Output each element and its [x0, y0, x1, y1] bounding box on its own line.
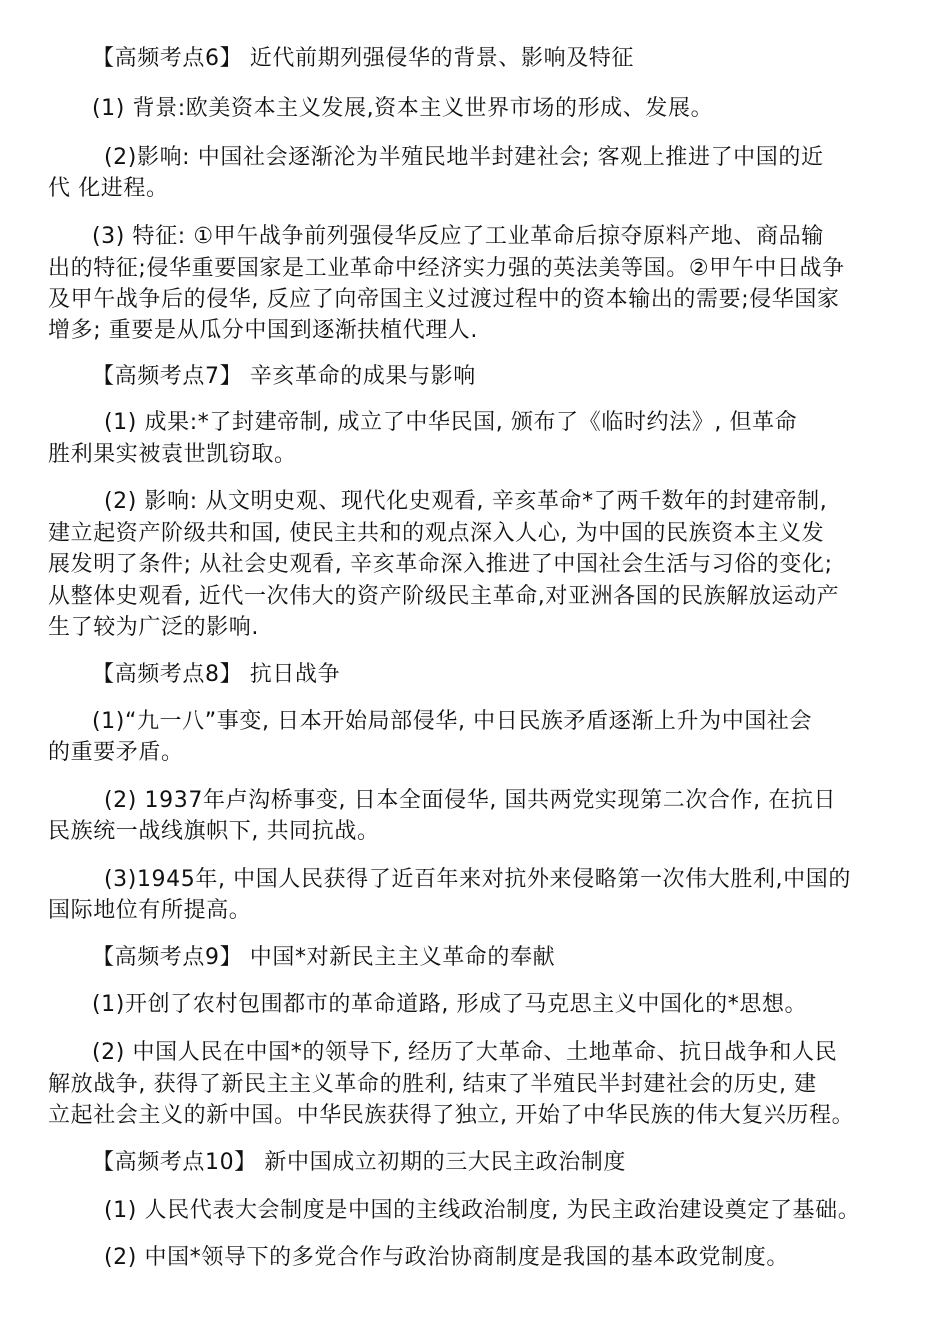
paragraph-line: 生了较为广泛的影响. — [48, 615, 259, 640]
paragraph-line: 展发明了条件; 从社会史观看, 辛亥革命深入推进了中国社会生活与习俗的变化; — [48, 552, 833, 577]
paragraph-line: 出的特征;侵华重要国家是工业革命中经济实力强的英法美等国。②甲午中日战争 — [48, 256, 845, 281]
paragraph-line: (1) 成果:*了封建帝制, 成立了中华民国, 颁布了《临时约法》, 但革命 — [104, 410, 798, 435]
paragraph-line: 立起社会主义的新中国。中华民族获得了独立, 开始了中华民族的伟大复兴历程。 — [48, 1103, 855, 1128]
section-heading: 【高频考点7】 辛亥革命的成果与影响 — [92, 364, 476, 389]
paragraph-line: 解放战争, 获得了新民主主义革命的胜利, 结束了半殖民半封建社会的历史, 建 — [48, 1072, 817, 1097]
paragraph-line: (2) 中国人民在中国*的领导下, 经历了大革命、土地革命、抗日战争和人民 — [92, 1040, 838, 1065]
paragraph-line: (2)影响: 中国社会逐渐沦为半殖民地半封建社会; 客观上推进了中国的近 — [104, 145, 824, 170]
paragraph-line: (2) 1937年卢沟桥事变, 日本全面侵华, 国共两党实现第二次合作, 在抗日 — [104, 788, 837, 813]
paragraph-line: 代 化进程。 — [48, 176, 169, 201]
paragraph-line: (3)1945年, 中国人民获得了近百年来对抗外来侵略第一次伟大胜利,中国的 — [104, 867, 851, 892]
section-heading: 【高频考点9】 中国*对新民主主义革命的奉献 — [92, 945, 556, 970]
paragraph-line: (1) 人民代表大会制度是中国的主线政治制度, 为民主政治建设奠定了基础。 — [104, 1198, 861, 1223]
section-heading: 【高频考点10】 新中国成立初期的三大民主政治制度 — [92, 1150, 626, 1175]
paragraph-line: 胜利果实被袁世凯窃取。 — [48, 442, 297, 467]
paragraph-line: 从整体史观看, 近代一次伟大的资产阶级民主革命,对亚洲各国的民族解放运动产 — [48, 584, 840, 609]
paragraph-line: (1)开创了农村包围都市的革命道路, 形成了马克思主义中国化的*思想。 — [92, 992, 808, 1017]
section-heading: 【高频考点6】 近代前期列强侵华的背景、影响及特征 — [92, 46, 634, 71]
paragraph-line: 建立起资产阶级共和国, 使民主共和的观点深入人心, 为中国的民族资本主义发 — [48, 521, 825, 546]
paragraph-line: 的重要矛盾。 — [48, 740, 184, 765]
paragraph-line: 增多; 重要是从瓜分中国到逐渐扶植代理人. — [48, 318, 478, 343]
paragraph-line: (3) 特征: ①甲午战争前列强侵华反应了工业革命后掠夺原料产地、商品输 — [92, 224, 824, 249]
paragraph-line: 民族统一战线旗帜下, 共同抗战。 — [48, 819, 380, 844]
paragraph-line: (2) 中国*领导下的多党合作与政治协商制度是我国的基本政党制度。 — [104, 1245, 789, 1270]
paragraph-line: 国际地位有所提高。 — [48, 898, 252, 923]
paragraph-line: 及甲午战争后的侵华, 反应了向帝国主义过渡过程中的资本输出的需要;侵华国家 — [48, 287, 840, 312]
paragraph-line: (2) 影响: 从文明史观、现代化史观看, 辛亥革命*了两千数年的封建帝制, — [104, 489, 828, 514]
paragraph-line: (1)“九一八”事变, 日本开始局部侵华, 中日民族矛盾逐渐上升为中国社会 — [92, 709, 813, 734]
section-heading: 【高频考点8】 抗日战争 — [92, 662, 341, 687]
paragraph-line: (1) 背景:欧美资本主义发展,资本主义世界市场的形成、发展。 — [92, 96, 714, 121]
